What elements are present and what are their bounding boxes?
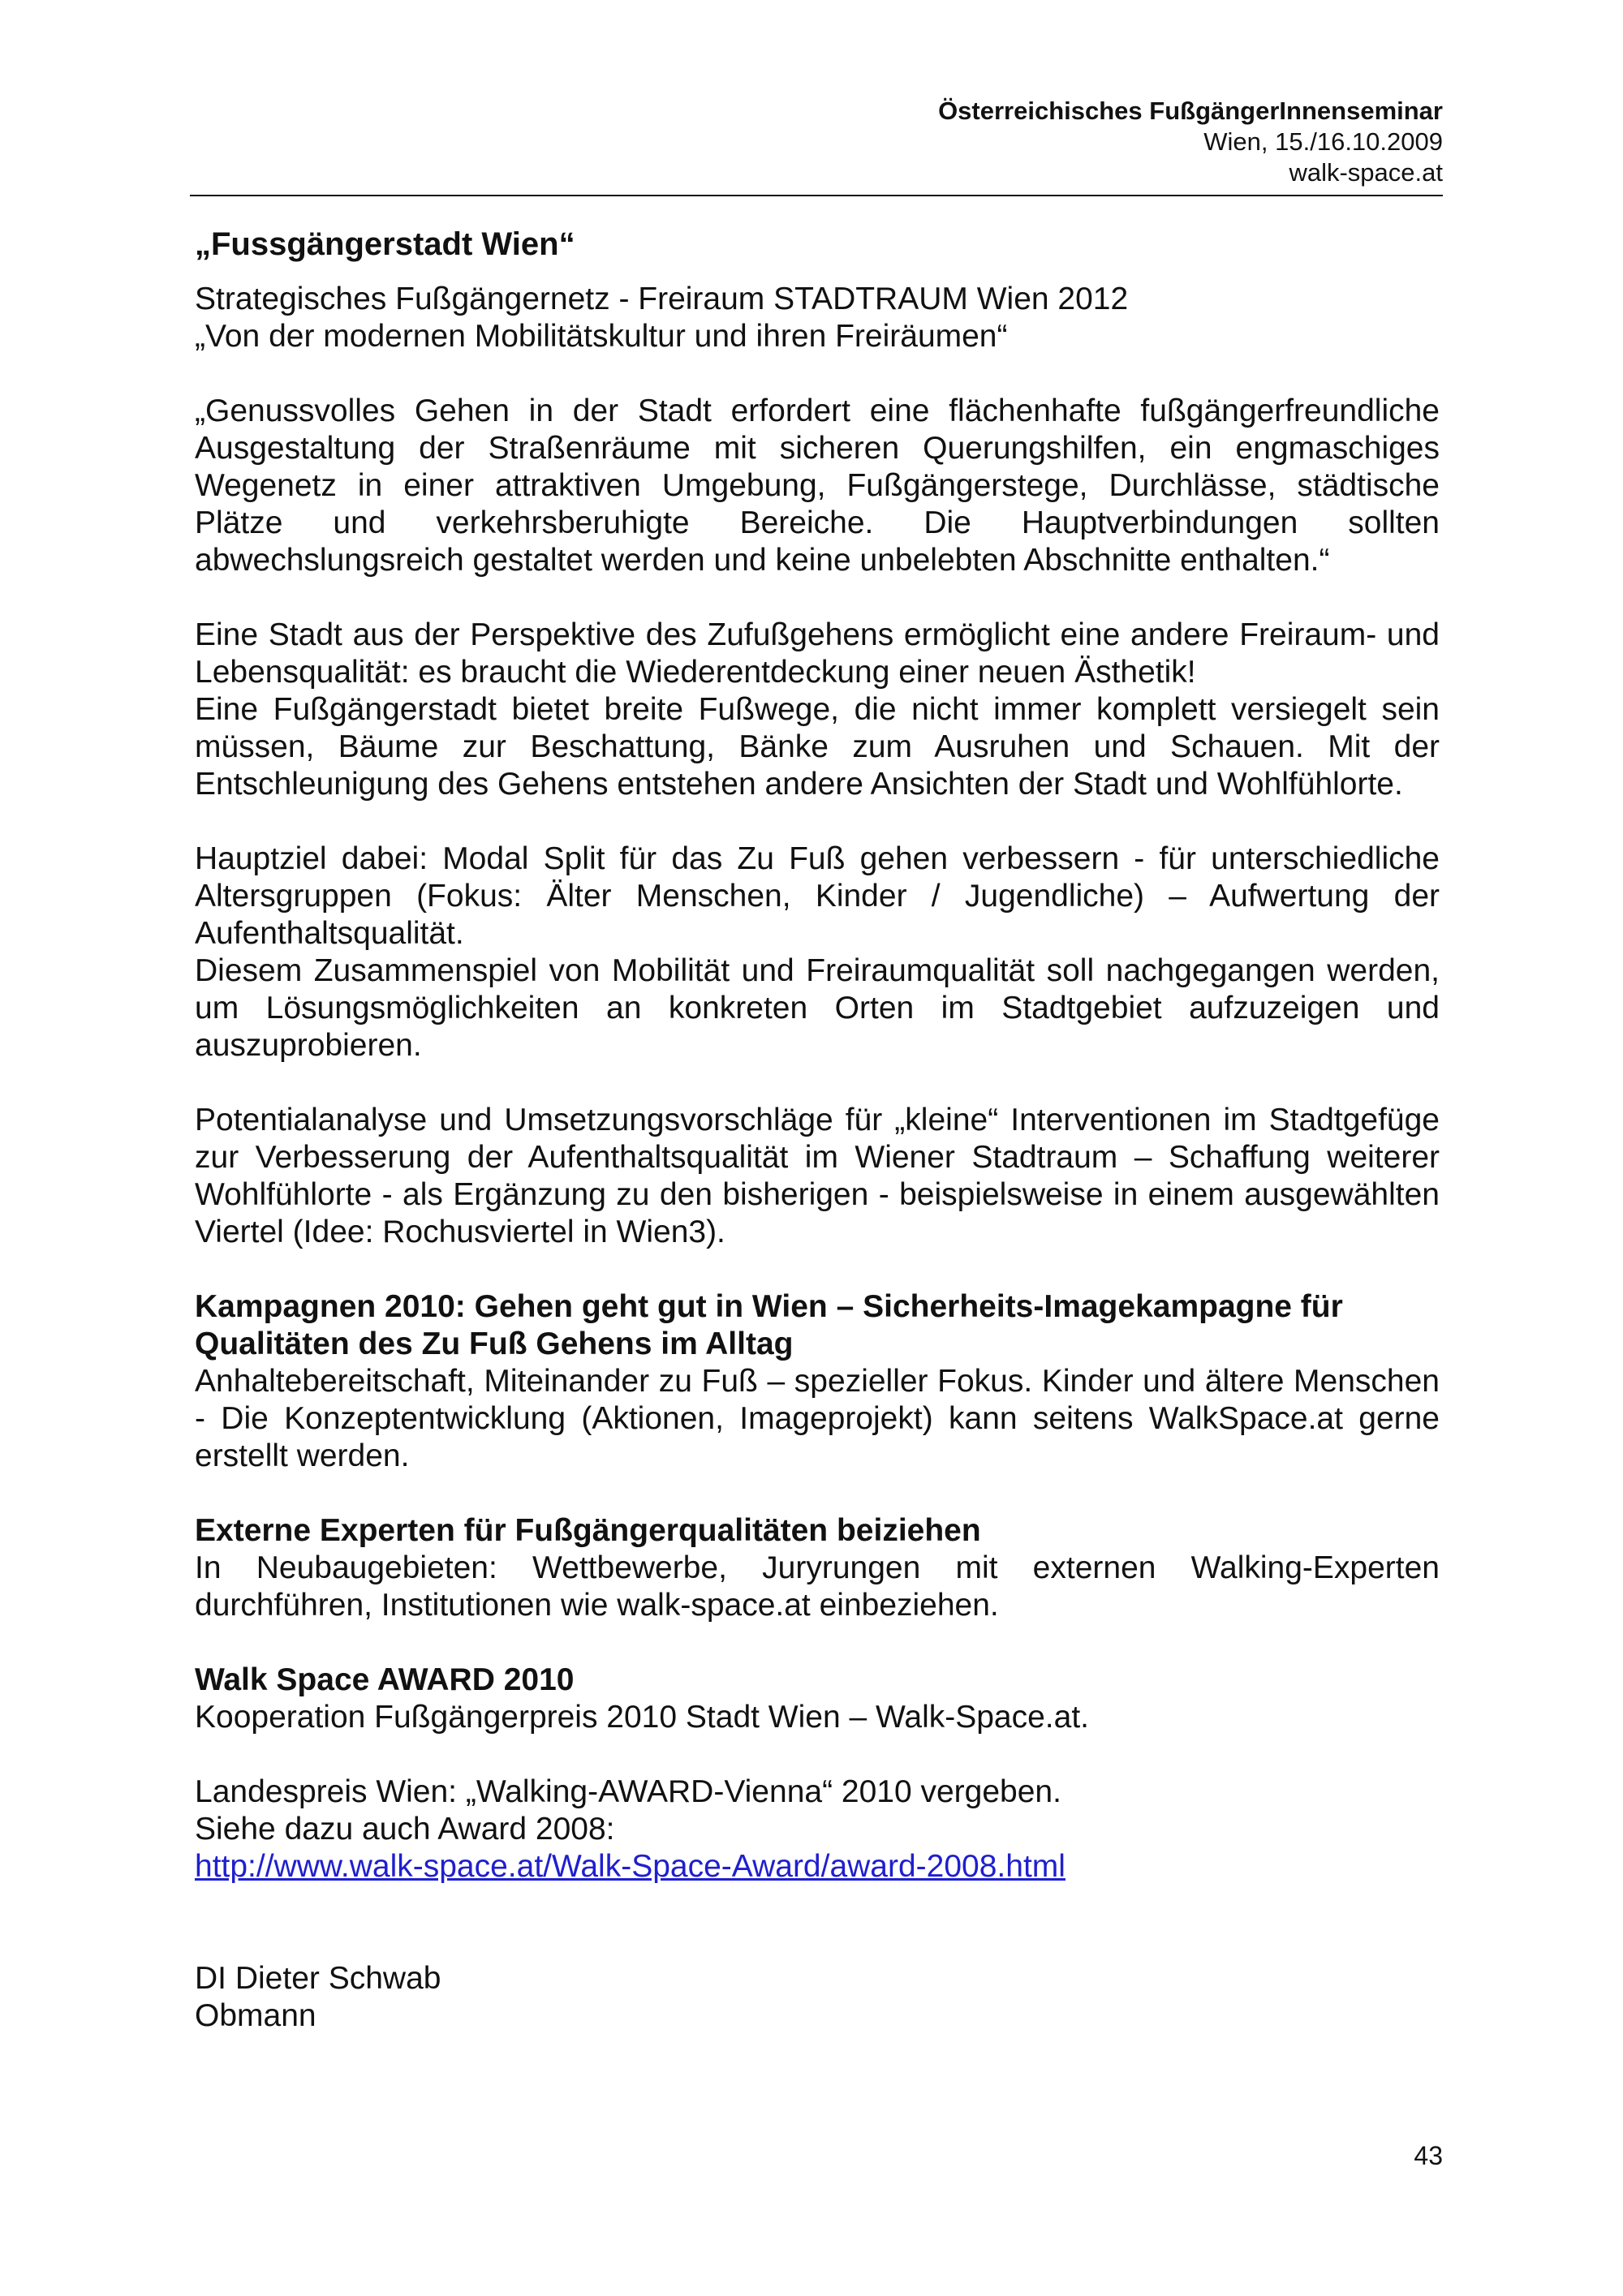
document-body bbox=[195, 226, 1440, 2035]
spacer bbox=[195, 1923, 1440, 1960]
signature-role: Obmann bbox=[195, 1998, 316, 2033]
award-see-also-line: Siehe dazu auch Award 2008: bbox=[195, 1812, 615, 1847]
header-divider bbox=[190, 195, 1443, 196]
spacer bbox=[195, 1251, 1440, 1288]
spacer bbox=[195, 1064, 1440, 1102]
campaign-heading: Kampagnen 2010: Gehen geht gut in Wien – Sicherheits-Imagekampagne für Qualitäten des Zu Fuß Gehens im Alltag bbox=[195, 1289, 1343, 1361]
goal-paragraph-1: Hauptziel dabei: Modal Split für das Zu Fuß gehen verbessern - für unterschiedliche Altersgruppen (Fokus: Älter Menschen, Kinder / Jugendliche) – Aufwertung der Aufenthaltsqualität. bbox=[195, 841, 1440, 951]
spacer bbox=[195, 1885, 1440, 1923]
award-heading: Walk Space AWARD 2010 bbox=[195, 1662, 575, 1697]
spacer bbox=[195, 1624, 1440, 1662]
page-number: 43 bbox=[1414, 2141, 1443, 2170]
document-title: „Fussgängerstadt Wien“ bbox=[195, 226, 575, 262]
perspective-paragraph-1: Eine Stadt aus der Perspektive des Zufußgehens ermöglicht eine andere Freiraum- und Lebensqualität: es braucht die Wiederentdeckung einer neuen Ästhetik! bbox=[195, 617, 1440, 690]
campaign-paragraph: Anhaltebereitschaft, Miteinander zu Fuß – spezieller Fokus. Kinder und ältere Menschen - Die Konzeptentwicklung (Aktionen, Imageprojekt) kann seitens WalkSpace.at gerne erstellt werden. bbox=[195, 1364, 1440, 1473]
spacer bbox=[195, 579, 1440, 617]
goal-paragraph-2: Diesem Zusammenspiel von Mobilität und Freiraumqualität soll nachgegangen werden, um Lösungsmöglichkeiten an konkreten Orten im Stadtgebiet aufzuzeigen und auszuprobieren. bbox=[195, 953, 1440, 1063]
award-state-line: Landespreis Wien: „Walking-AWARD-Vienna“ 2010 vergeben. bbox=[195, 1774, 1061, 1809]
spacer bbox=[195, 803, 1440, 841]
potential-paragraph: Potentialanalyse und Umsetzungsvorschläge für „kleine“ Interventionen im Stadtgefüge zur Verbesserung der Aufenthaltsqualität im Wiener Stadtraum – Schaffung weiterer Wohlfühlorte - als Ergänzung zu den bisherigen - beispielsweise in einem ausgewählten Viertel (Idee: Rochusviertel in Wien3). bbox=[195, 1103, 1440, 1249]
experts-paragraph: In Neubaugebieten: Wettbewerbe, Juryrungen mit externen Walking-Experten durchführen, Institutionen wie walk-space.at einbeziehen. bbox=[195, 1550, 1440, 1623]
page-header bbox=[190, 96, 1443, 188]
award-paragraph: Kooperation Fußgängerpreis 2010 Stadt Wien – Walk-Space.at. bbox=[195, 1700, 1089, 1735]
perspective-paragraph-2: Eine Fußgängerstadt bietet breite Fußwege, die nicht immer komplett versiegelt sein müssen, Bäume zur Beschattung, Bänke zum Ausruhen und Schauen. Mit der Entschleunigung des Gehens entstehen andere Ansichten der Stadt und Wohlfühlorte. bbox=[195, 692, 1440, 802]
signature-name: DI Dieter Schwab bbox=[195, 1961, 441, 1996]
spacer bbox=[195, 355, 1440, 393]
spacer bbox=[195, 1736, 1440, 1774]
experts-heading: Externe Experten für Fußgängerqualitäten beiziehen bbox=[195, 1513, 981, 1548]
award-2008-link[interactable]: http://www.walk-space.at/Walk-Space-Award/award-2008.html bbox=[195, 1849, 1065, 1884]
subtitle-line-2: „Von der modernen Mobilitätskultur und ihren Freiräumen“ bbox=[195, 319, 1008, 354]
header-website: walk-space.at bbox=[1289, 158, 1443, 187]
header-organization: Österreichisches FußgängerInnenseminar bbox=[938, 97, 1443, 125]
quote-paragraph: „Genussvolles Gehen in der Stadt erfordert eine flächenhafte fußgängerfreundliche Ausgestaltung der Straßenräume mit sicheren Querungshilfen, ein engmaschiges Wegenetz in einer attraktiven Umgebung, Fußgängerstege, Durchlässe, städtische Plätze und verkehrsberuhigte Bereiche. Die Hauptverbindungen sollten abwechslungsreich gestaltet werden und keine unbelebten Abschnitte enthalten.“ bbox=[195, 393, 1440, 578]
header-event: Wien, 15./16.10.2009 bbox=[1203, 127, 1443, 156]
subtitle-line-1: Strategisches Fußgängernetz - Freiraum STADTRAUM Wien 2012 bbox=[195, 282, 1129, 316]
spacer bbox=[195, 1475, 1440, 1512]
